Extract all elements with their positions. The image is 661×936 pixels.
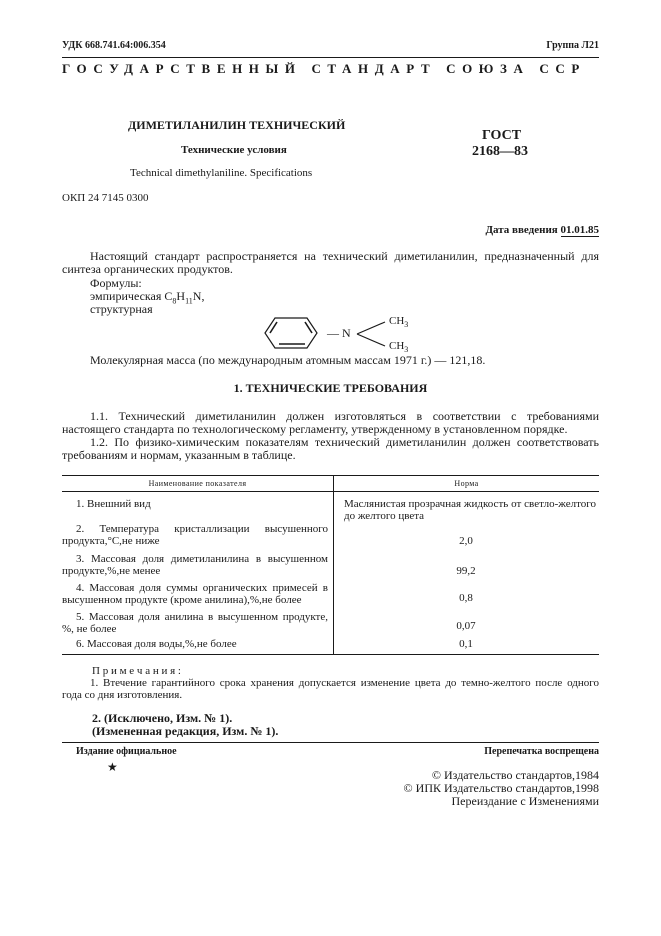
table-cell-name: 2. Температура кристаллизации высушенного продукта,°С,не ниже xyxy=(62,523,328,547)
introduction-date xyxy=(485,224,599,236)
table-cell-norm: 0,07 xyxy=(456,620,476,632)
scope-paragraph: Настоящий стандарт распространяется на технический диметиланилин, предназначенный для синтеза органических продуктов. xyxy=(62,249,599,276)
document-subtitle: Технические условия xyxy=(181,144,287,156)
note-label: П р и м е ч а н и я : xyxy=(92,665,181,677)
methyl-bonds xyxy=(355,317,389,351)
formula-h: H xyxy=(176,289,186,303)
methyl-bottom-ch: CH xyxy=(389,340,405,352)
english-title: Technical dimethylaniline. Specifications xyxy=(130,167,313,179)
gost-number: 2168—83 xyxy=(472,144,528,159)
formula-c: C xyxy=(164,289,173,303)
table-header-name: Наименование показателя xyxy=(148,479,247,488)
official-edition: Издание официальное xyxy=(76,746,177,757)
table-cell-name: 6. Массовая доля воды,%,не более xyxy=(76,638,237,650)
section-heading: 1. ТЕХНИЧЕСКИЕ ТРЕБОВАНИЯ xyxy=(233,381,428,395)
table-column-divider xyxy=(333,475,334,654)
table-cell-name: 3. Массовая доля диметиланилина в высушенном продукте,%,не менее xyxy=(62,553,328,577)
footer-rule xyxy=(62,742,599,743)
udk-code: УДК 668.741.64:006.354 xyxy=(62,40,166,51)
empirical-label: эмпирическая xyxy=(90,289,162,303)
table-cell-norm: 2,0 xyxy=(459,535,473,547)
paragraph-1-1: 1.1. Технический диметиланилин должен изготовляться в соответствии с требованиями настоящего стандарта по технологическому регламенту, утвержденному в установленном порядке. xyxy=(62,409,599,436)
date-value: 01.01.85 xyxy=(560,224,599,236)
date-label: Дата введения xyxy=(485,224,558,236)
methyl-top xyxy=(389,315,408,329)
formula-c-sub: 8 xyxy=(172,296,177,306)
note-text: 1. Втечение гарантийного срока хранения допускается изменение цвета до темно-желтого после одного года со дня изготовления. xyxy=(62,677,599,701)
group-code: Группа Л21 xyxy=(546,40,599,51)
table-top-rule xyxy=(62,475,599,476)
table-cell-name: 5. Массовая доля анилина в высушенном продукте, %, не более xyxy=(62,611,328,635)
okp-code: ОКП 24 7145 0300 xyxy=(62,192,149,204)
table-bottom-rule xyxy=(62,654,599,655)
amendment-revised: (Измененная редакция, Изм. № 1). xyxy=(92,724,279,738)
reissue-note: Переиздание с Изменениями xyxy=(451,794,599,808)
structural-nitrogen: — N xyxy=(327,326,351,340)
copyright-1984: © Издательство стандартов,1984 xyxy=(431,768,599,782)
methyl-bottom-sub: 3 xyxy=(404,345,409,355)
table-cell-norm: 99,2 xyxy=(456,565,476,577)
star-icon: ★ xyxy=(107,760,118,774)
structural-label: структурная xyxy=(90,302,153,316)
formula-n: N, xyxy=(192,289,205,303)
methyl-top-sub: 3 xyxy=(404,320,409,330)
table-header-norm: Норма xyxy=(454,479,479,488)
state-standard-banner: ГОСУДАРСТВЕННЫЙ СТАНДАРТ СОЮЗА ССР xyxy=(62,61,586,76)
gost-label: ГОСТ xyxy=(482,128,522,143)
molar-mass: Молекулярная масса (по международным атомным массам 1971 г.) — 121,18. xyxy=(90,353,486,367)
table-header-rule xyxy=(62,491,599,492)
amendment-excluded: 2. (Исключено, Изм. № 1). xyxy=(92,711,233,725)
copyright-1998: © ИПК Издательство стандартов,1998 xyxy=(403,781,599,795)
formula-h-sub: 11 xyxy=(185,296,193,306)
formulas-label: Формулы: xyxy=(90,276,142,290)
table-cell-norm: 0,8 xyxy=(459,592,473,604)
table-cell-norm: 0,1 xyxy=(459,638,473,650)
table-cell-norm: Маслянистая прозрачная жидкость от светло-желтого до желтого цвета xyxy=(344,498,596,522)
methyl-top-ch: CH xyxy=(389,315,405,327)
benzene-ring-icon xyxy=(255,310,335,356)
header-rule xyxy=(62,57,599,58)
paragraph-1-2: 1.2. По физико-химическим показателям технический диметиланилин должен соответствовать требованиям и нормам, указанным в таблице. xyxy=(62,435,599,462)
document-title: ДИМЕТИЛАНИЛИН ТЕХНИЧЕСКИЙ xyxy=(128,118,346,132)
table-cell-name: 4. Массовая доля суммы органических примесей в высушенном продукте (кроме анилина),%,не более xyxy=(62,582,328,606)
reprint-prohibited: Перепечатка воспрещена xyxy=(484,746,599,757)
table-cell-name: 1. Внешний вид xyxy=(76,498,151,510)
